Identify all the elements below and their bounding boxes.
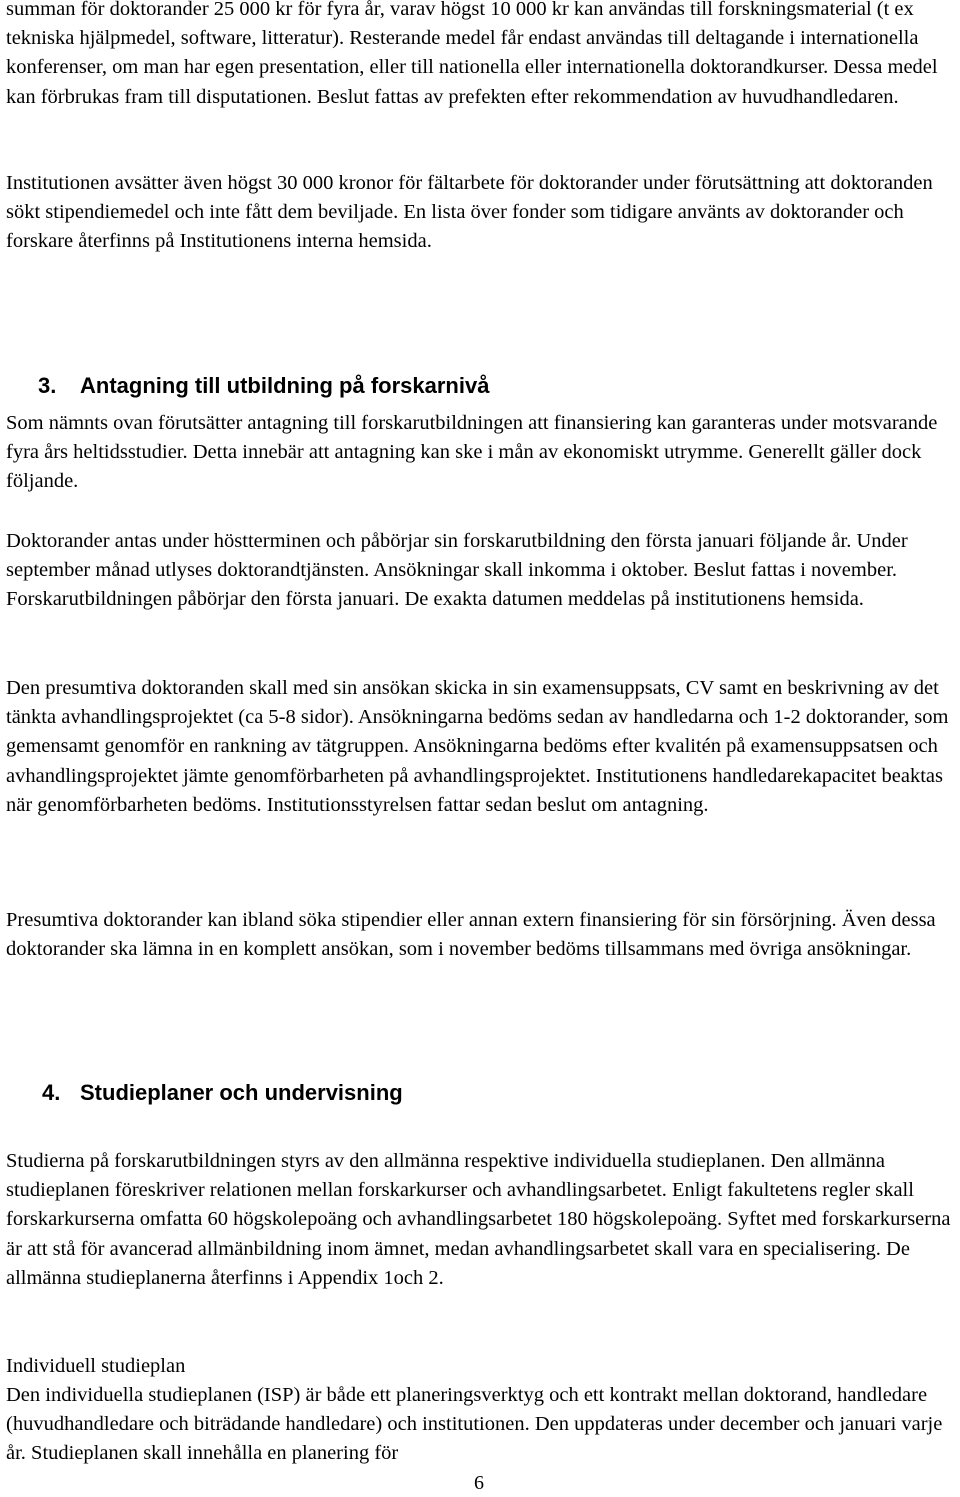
- admission-intro-paragraph: Som nämnts ovan förutsätter antagning till forskarutbildningen att finansiering kan garanteras under motsvarande fyra års heltidsstudier. Detta innebär att antagning kan ske i mån av ekonomiskt utrymme. Generellt gäller dock följande.: [6, 412, 938, 493]
- section-4-number: 4.: [42, 1080, 61, 1105]
- page-number: 6: [474, 1472, 484, 1494]
- section-3-number: 3.: [38, 373, 57, 398]
- study-plans-paragraph: Studierna på forskarutbildningen styrs av den allmänna respektive individuella studieplanen. Den allmänna studieplanen föreskriver relationen mellan forskarkurser och avhandlingsarbetet. Enligt fakultetens regler skall forskarkurserna omfatta 60 högskolepoäng och avhandlingsarbetet 180 högskolepoäng. Syftet med forskarkurserna är att stå för avancerad allmänbildning inom ämnet, medan avhandlingsarbetet skall vara en specialisering. De allmänna studieplanerna återfinns i Appendix 1och 2.: [6, 1150, 951, 1289]
- admission-timeline-paragraph: Doktorander antas under höstterminen och påbörjar sin forskarutbildning den första januari följande år. Under september månad utlyses doktorandtjänsten. Ansökningar skall inkomma i oktober. Beslut fattas i november. Forskarutbildningen påbörjar den första januari. De exakta datumen meddelas på institutionens hemsida.: [6, 530, 908, 611]
- individual-plan-subheading: Individuell studieplan: [6, 1355, 186, 1377]
- external-funding-paragraph: Presumtiva doktorander kan ibland söka stipendier eller annan extern finansiering för sin försörjning. Även dessa doktorander ska lämna in en komplett ansökan, som i november bedöms tillsammans med övriga ansökningar.: [6, 909, 936, 961]
- application-paragraph: Den presumtiva doktoranden skall med sin ansökan skicka in sin examensuppsats, CV samt en beskrivning av det tänkta avhandlingsprojektet (ca 5-8 sidor). Ansökningarna bedöms sedan av handledarna och 1-2 doktorander, som gemensamt genomför en rankning av tätgruppen. Ansökningarna bedöms efter kvalitén på examensuppsatsen och avhandlingsprojektet jämte genomförbarheten på avhandlingsprojektet. Institutionens handledarekapacitet beaktas när genomförbarheten bedöms. Institutionsstyrelsen fattar sedan beslut om antagning.: [6, 677, 949, 816]
- fieldwork-paragraph: Institutionen avsätter även högst 30 000 kronor för fältarbete för doktorander under förutsättning att doktoranden sökt stipendiemedel och inte fått dem beviljade. En lista över fonder som tidigare använts av doktorander och forskare återfinns på Institutionens interna hemsida.: [6, 172, 933, 253]
- section-3-heading: [38, 371, 489, 401]
- section-3-title: Antagning till utbildning på forskarnivå: [80, 373, 490, 398]
- section-4-heading: [42, 1078, 403, 1108]
- section-4-title: Studieplaner och undervisning: [80, 1080, 403, 1105]
- funding-paragraph: summan för doktorander 25 000 kr för fyra år, varav högst 10 000 kr kan användas till forskningsmaterial (t ex tekniska hjälpmedel, software, litteratur). Resterande medel får endast användas till deltagande i internationella konferenser, om man har egen presentation, eller till nationella eller internationella doktorandkurser. Dessa medel kan förbrukas fram till disputationen. Beslut fattas av prefekten efter rekommendation av huvudhandledaren.: [6, 0, 938, 108]
- isp-paragraph: Den individuella studieplanen (ISP) är både ett planeringsverktyg och ett kontrakt mellan doktorand, handledare (huvudhandledare och biträdande handledare) och institutionen. Den uppdateras under december och januari varje år. Studieplanen skall innehålla en planering för: [6, 1384, 943, 1465]
